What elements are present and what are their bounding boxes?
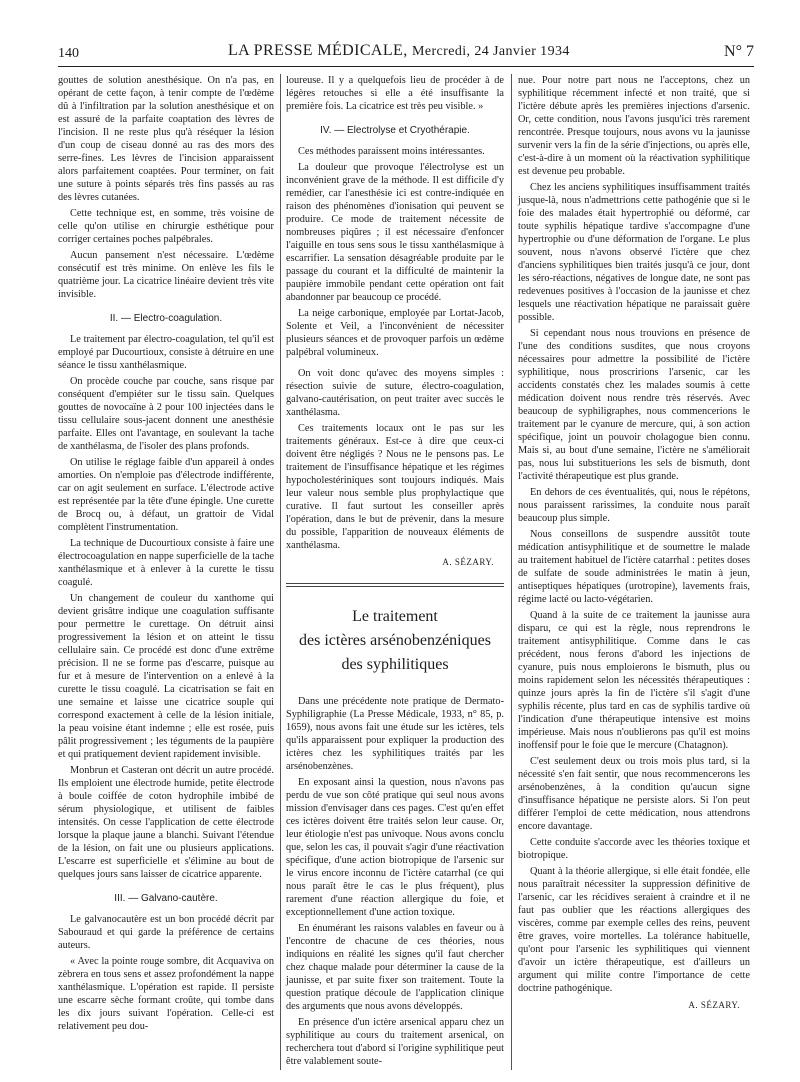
- paragraph: Un changement de couleur du xanthome qui devient grisâtre indique une coagulation suffisante pour permettre le curettage. On détruit ainsi progressivement la lésion et on atteint le tissu cellulaire sain. Ce procédé est donc d'une extrême précision. Il ne se forme pas d'escarre, puisque au fur et à mesure de l'intervention on a enlevé à la curette le tissu coagulé. La cicatrisation se fait en une semaine et laisse une cicatrice souple qui correspond exactement à celle de la lésion initiale, la peau voisine étant indemne ; elle est rosée, puis pâlit progressivement ; les téguments de la paupière et qui pratiquement devient rapidement invisible.: [58, 593, 274, 760]
- author-signature: A. SÉZARY.: [442, 557, 494, 567]
- paragraph: Le traitement par électro-coagulation, tel qu'il est employé par Ducourtioux, consiste à détruire en une séance le tissu xanthélasmique.: [58, 334, 274, 371]
- paragraph: gouttes de solution anesthésique. On n'a pas, en opérant de cette façon, à tenir compte de l'œdème dû à l'infiltration par la solution anesthésique et on est assuré de la parfaite coaptation des lèvres de l'incision. Il ne reste plus qu'à réséquer la lésion d'un coup de ciseau donné au ras des mors des serre-fines. Les lèvres de l'incision apparaissent alors parfaitement coaptées. Pour terminer, on fait une suture à points séparés très fins passés au ras des lèvres cutanées.: [58, 75, 274, 203]
- title-line: des syphilitiques: [341, 656, 449, 673]
- paragraph: La douleur que provoque l'électrolyse est un inconvénient grave de la méthode. Il est difficile d'y remédier, car l'anesthésie ici est contre-indiquée en raison des phénomènes d'ionisation qui peuvent se produire. Ce mode de traitement nécessite de nombreuses piqûres ; il est nécessaire d'enfoncer l'aiguille en tous sens sous le tissu xanthélasmique à escarrifier. La sensation désagréable produite par le passage du courant et la difficulté de maintenir la paupière immobile pendant cette opération ont fait abandonner par beaucoup ce procédé.: [286, 162, 504, 303]
- column-1: [58, 74, 274, 1036]
- paragraph: « Avec la pointe rouge sombre, dit Acquaviva on zèbrera en tous sens et assez profondément la nappe xanthélasmique. L'opération est rapide. Il persiste une escarre sèche formant croûte, qui tombe dans les dix jours suivant l'opération. Celle-ci est relativement peu dou-: [58, 956, 274, 1032]
- paragraph: On voit donc qu'avec des moyens simples : résection suivie de suture, électro-coagulation, galvano-cautérisation, on peut traiter avec succès le xanthélasma.: [286, 368, 504, 418]
- article-title: [286, 605, 504, 677]
- paragraph: On utilise le réglage faible d'un appareil à ondes amorties. On n'emploie pas d'électrode indifférente, car on agit seulement en surface. L'électrode active est représentée par la tête d'une épingle. Une curette de Brocq ou, à défaut, un grattoir de Vidal complètent l'instrumentation.: [58, 457, 274, 533]
- paragraph: nue. Pour notre part nous ne l'acceptons, chez un syphilitique récemment infecté et non traité, que si l'ictère débute après les premières injections d'arsenic. Or, cette condition, nous l'avons jusqu'ici très rarement rencontrée. Presque toujours, nous avons vu la jaunisse survenir vers la fin de la série d'injections, ou après elle, c'est-à-dire à un moment où la réactivation syphilitique est devenue peu probable.: [518, 75, 750, 177]
- paragraph: loureuse. Il y a quelquefois lieu de procéder à de légères retouches si elle a été insuffisante la première fois. La cicatrice est très peu visible. »: [286, 75, 504, 112]
- article-separator: [286, 586, 504, 587]
- issue-number: N° 7: [724, 43, 754, 60]
- paragraph: En présence d'un ictère arsenical apparu chez un syphilitique au cours du traitement arsenical, on recherchera tout d'abord si l'origine syphilitique peut être valablement soute-: [286, 1017, 504, 1067]
- paragraph: Le galvanocautère est un bon procédé décrit par Sabouraud et qui garde la préférence de certains auteurs.: [58, 914, 274, 951]
- column-2: [286, 74, 504, 1071]
- column-3: [518, 74, 750, 1016]
- column-divider: [511, 74, 512, 1070]
- page-number: 140: [58, 46, 79, 61]
- paragraph: Chez les anciens syphilitiques insuffisamment traités jusque-là, nous n'admettrions cette pathogénie que si le foie des malades était hypertrophié ou déformé, car toute syphilis hépatique tardive s'accompagne d'une hypertrophie ou d'une déformation de l'organe. Le plus souvent, nous n'avons observé l'ictère que chez d'anciens syphilitiques bien traités jusqu'à ce jour, dont les séro-réactions, négatives de longue date, ne sont pas redevenues positives à l'occasion de la jaunisse et chez lesquels une réactivation hépatique ne paraissait guère possible.: [518, 182, 750, 323]
- journal-name: LA PRESSE MÉDICALE,: [228, 42, 408, 59]
- paragraph: La technique de Ducourtioux consiste à faire une électrocoagulation en nappe superficielle de la tache xanthélasmique et à enlever à la curette le tissu coagulé.: [58, 538, 274, 588]
- article-separator: [286, 583, 504, 584]
- paragraph: En exposant ainsi la question, nous n'avons pas perdu de vue son côté pratique qui seul nous avons mission d'envisager dans ces pages. C'est qu'en effet ces ictères doivent être traités selon leur cause. Or, leur étiologie n'est pas univoque. Nous avons conclu que, selon les cas, il pouvait s'agir d'une réactivation spécifique, d'une action biotropique de l'arsenic sur le virus encore inconnu de l'ictère catarrhal (ce qui nous paraît être le cas le plus fréquent), plus rarement d'une réaction allergique du foie, et exceptionnellement d'une action toxique.: [286, 777, 504, 918]
- paragraph: Cette conduite s'accorde avec les théories toxique et biotropique.: [518, 837, 750, 861]
- journal-title: [228, 42, 570, 60]
- section-heading: IV. — Electrolyse et Cryothérapie.: [320, 125, 470, 136]
- author-signature: A. SÉZARY.: [688, 1000, 740, 1010]
- paragraph: Monbrun et Casteran ont décrit un autre procédé. Ils emploient une électrode humide, petite électrode à boule coiffée de coton hydrophile imbibé de sérum physiologique, et utilisent de faibles intensités. On cesse l'application de cette électrode lorsque la plaque jaune a blanchi. Suivant l'étendue de la lésion, on fait une ou plusieurs applications. L'escarre est superficielle et s'élimine au bout de quelques jours sans laisser de cicatrice apparente.: [58, 765, 274, 880]
- paragraph: Cette technique est, en somme, très voisine de celle qu'on utilise en chirurgie esthétique pour corriger certaines poches palpébrales.: [58, 208, 274, 245]
- paragraph: En énumérant les raisons valables en faveur ou à l'encontre de chacune de ces théories, nous indiquions en réalité les signes qu'il faut chercher chez chaque malade pour déterminer la cause de la jaunisse, et par suite fixer son traitement. Toute la question pratique découle de l'application clinique des arguments que nous avons développés.: [286, 923, 504, 1012]
- paragraph: Nous conseillons de suspendre aussitôt toute médication antisyphilitique et de soumettre le malade au traitement habituel de l'ictère catarrhal : petites doses de sulfate de soude administrées le matin à jeun, antiseptiques hépatiques (urotropine), lavements frais, régime lacté ou lacto-végétarien.: [518, 529, 750, 605]
- page-header: [58, 40, 754, 66]
- title-line: Le traitement: [352, 608, 438, 625]
- title-line: des ictères arsénobenzéniques: [299, 632, 491, 649]
- paragraph: Ces méthodes paraissent moins intéressantes.: [298, 146, 485, 157]
- paragraph: Quand à la suite de ce traitement la jaunisse aura disparu, ce qui est la règle, nous reprendrons le traitement antisyphilitique. Comme dans le cas précédent, nous ferons d'abord les injections de cyanure, puis nous emploierons le bismuth, plus ou moins rapidement selon les nécessités thérapeutiques : quinze jours après la fin de l'ictère s'il s'agit d'une syphilis récente, plus tard en cas de syphilis tardive où l'indication d'une thérapeutique intensive est moins impérieuse. Mais nous n'oublierons pas qu'il est moins inoffensif pour le foie que le mercure (Chatagnon).: [518, 610, 750, 751]
- paragraph: Quant à la théorie allergique, si elle était fondée, elle nous paraîtrait nécessiter la suppression définitive de l'arsenic, car les récidives seraient à craindre et il ne faut pas oublier que les réactions allergiques des viscères, comme par exemple celles des reins, peuvent être graves, voire mortelles. La tolérance habituelle, qu'ont pour l'arsenic les syphilitiques qui viennent d'avoir un ictère thérapeutique, est d'ailleurs un argument qui milite contre l'importance de cette doctrine pathogénique.: [518, 866, 750, 994]
- paragraph: C'est seulement deux ou trois mois plus tard, si la nécessité s'en fait sentir, que nous recommencerons les arsénobenzènes, à la condition qu'aucun signe d'insuffisance hépatique ne persiste alors. Si l'on peut différer l'emploi de cette médication, nous attendrons encore davantage.: [518, 756, 750, 832]
- paragraph: En dehors de ces éventualités, qui, nous le répétons, nous paraissent rarissimes, la conduite nous paraît beaucoup plus simple.: [518, 487, 750, 524]
- paragraph: Ces traitements locaux ont le pas sur les traitements généraux. Est-ce à dire que ceux-ci doivent être négligés ? Nous ne le pensons pas. Le traitement de l'insuffisance hépatique et les régimes hypocholestériniques sont toujours indiqués. Mais leur valeur nous semble plus prophylactique que curative. Il faut surtout les conseiller après l'opération, dans le but de prévenir, dans la mesure du possible, l'apparition de nouveaux éléments de xanthélasma.: [286, 423, 504, 551]
- paragraph: Aucun pansement n'est nécessaire. L'œdème consécutif est très minime. On enlève les fils le quatrième jour. La cicatrice linéaire devient très vite invisible.: [58, 250, 274, 300]
- paragraph: Si cependant nous nous trouvions en présence de l'une des conditions susdites, que nous croyons nécessaires pour admettre la possibilité de l'ictère syphilitique, nous proscririons l'arsenic, car les accidents constatés chez les malades soumis à cette médication doivent nous rendre très réservés. Avec beaucoup de syphiligraphes, nous commencerions le traitement par le cyanure de mercure, qui, à son action spécifique, joint un pouvoir cholagogue bien connu. Mais si, au bout d'une semaine, l'ictère ne s'améliorait pas, nous lui substituerions les sels de bismuth, dont l'activité thérapeutique est plus grande.: [518, 328, 750, 482]
- section-heading: II. — Electro-coagulation.: [109, 313, 223, 324]
- header-rule: [58, 66, 754, 67]
- paragraph: La neige carbonique, employée par Lortat-Jacob, Solente et Veil, a l'inconvénient de nécessiter plusieurs séances et de provoquer parfois un œdème palpébral volumineux.: [286, 308, 504, 358]
- paragraph: On procède couche par couche, sans risque par conséquent d'empiéter sur le tissu sain. Quelques gouttes de novocaïne à 2 pour 100 injectées dans le tissu cellulaire sous-jacent donnent une anesthésie parfaite. Elles ont l'avantage, en soulevant la tache de xanthélasma, de l'isoler des plans profonds.: [58, 376, 274, 452]
- section-heading: III. — Galvano-cautère.: [114, 893, 218, 904]
- issue-date: Mercredi, 24 Janvier 1934: [412, 44, 570, 59]
- column-divider: [280, 74, 281, 1070]
- paragraph: Dans une précédente note pratique de Dermato-Syphiligraphie (La Presse Médicale, 1933, n° 85, p. 1659), nous avons fait une étude sur les ictères, tels qu'ils apparaissent pour expliquer la production des ictères chez les syphilitiques traités par les arsénobenzènes.: [286, 696, 504, 772]
